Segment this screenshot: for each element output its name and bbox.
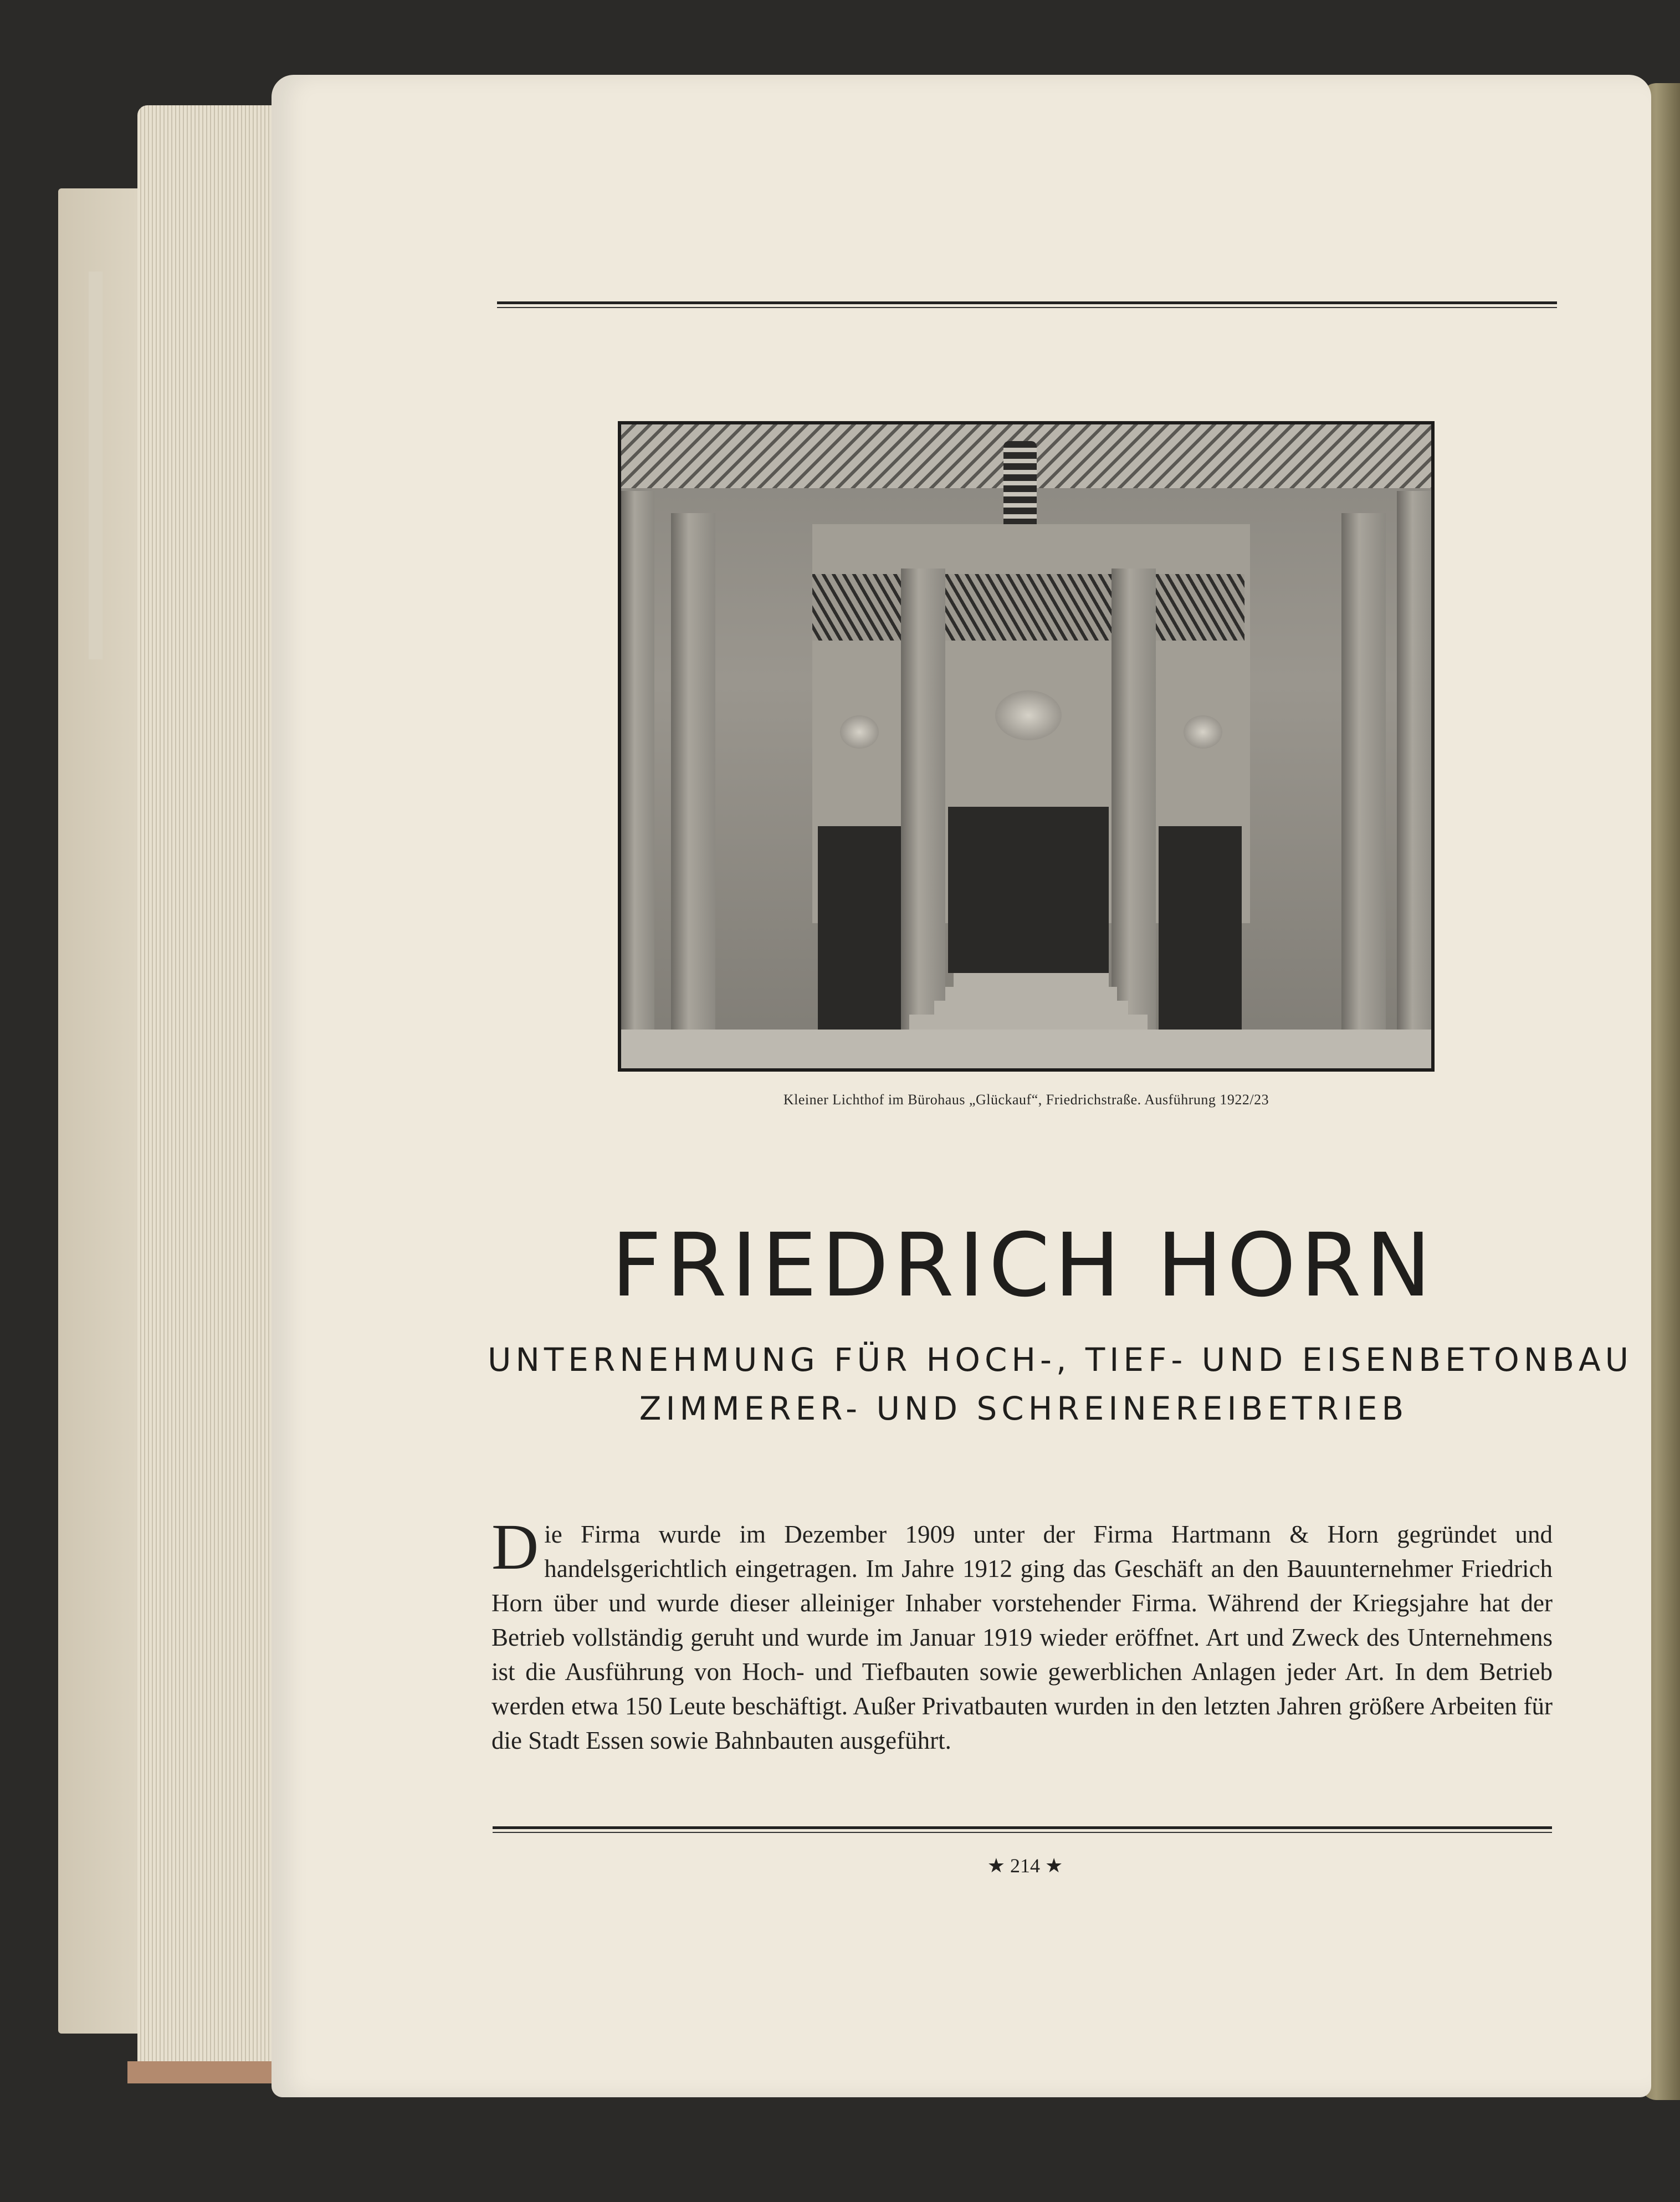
paragraph-text: ie Firma wurde im Dezember 1909 unter der Firma Hartmann & Horn gegründet und handelsgerichtlich eingetragen. Im Jahre 1912 ging das Geschäft an den Bauunternehmer Friedrich Horn über und wurde dieser alleiniger Inhaber vorstehender Firma. Während der Kriegsjahre hat der Betrieb vollständig geruht und wurde im Januar 1919 wieder eröffnet. Art und Zweck des Unternehmens ist die Ausführung von Hoch- und Tiefbauten sowie gewerblichen Anlagen jeder Art. In dem Betrieb werden etwa 150 Leute beschäftigt. Außer Privatbauten wurden in den letzten Jahren größere Arbeiten für die Stadt Essen sowie Bahnbauten ausgeführt. (491, 1520, 1553, 1754)
book-page (272, 75, 1651, 2097)
bottom-double-rule (493, 1826, 1552, 1833)
body-paragraph (491, 1510, 1553, 1758)
company-title: FRIEDRICH HORN (611, 1215, 1436, 1317)
paper-stub (89, 272, 103, 659)
cover-edge (127, 2061, 294, 2083)
photo-caption: Kleiner Lichthof im Bürohaus „Glückauf“, Friedrichstraße. Ausführung 1922/23 (783, 1092, 1269, 1108)
subtitle-line-2: ZIMMERER- UND SCHREINEREIBETRIEB (639, 1390, 1408, 1427)
courtyard-photograph (618, 421, 1435, 1072)
top-double-rule (497, 301, 1557, 308)
subtitle-line-1: UNTERNEHMUNG FÜR HOCH-, TIEF- UND EISENBETONBAU (488, 1341, 1633, 1379)
drop-cap: D (491, 1510, 539, 1583)
page-number: ★ 214 ★ (987, 1855, 1063, 1877)
page-stack (137, 105, 287, 2078)
